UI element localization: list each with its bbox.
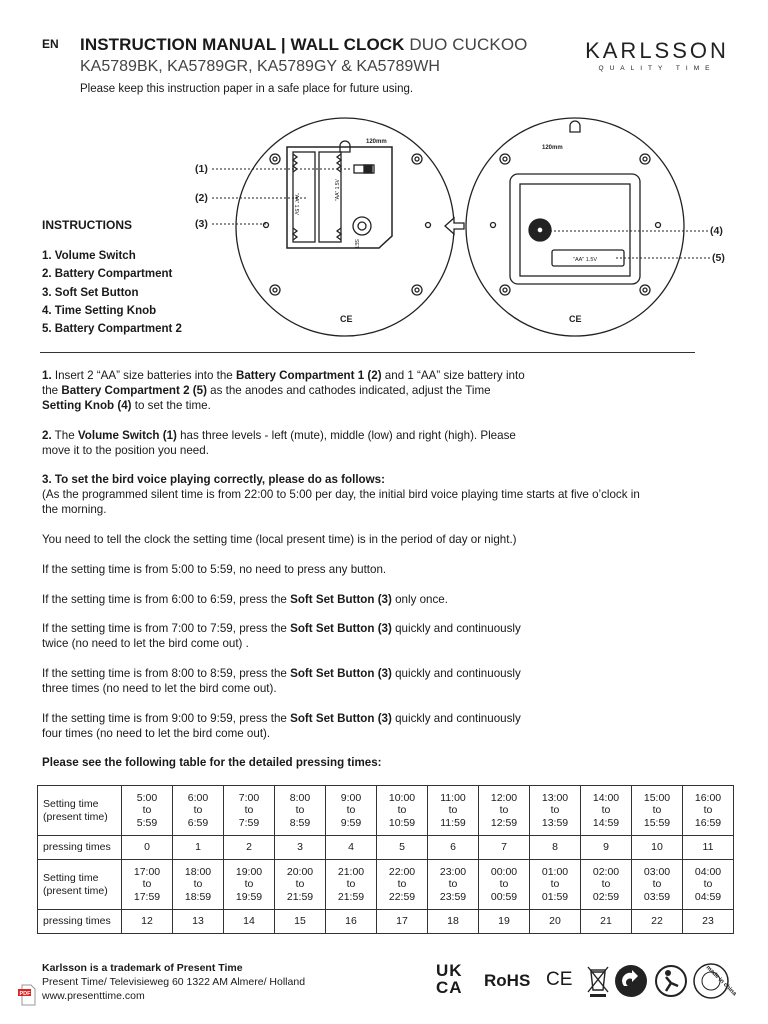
battery-label: "AA" 1.5V bbox=[573, 257, 598, 263]
table-cell: 9 bbox=[581, 836, 632, 860]
size-label-left: 120mm bbox=[366, 139, 387, 145]
table-cell: 11:00 to 11:59 bbox=[428, 786, 479, 836]
table-cell: 21 bbox=[581, 910, 632, 934]
table-cell: 19:00 to 19:59 bbox=[224, 860, 275, 910]
clock-back-diagram bbox=[180, 110, 740, 350]
table-cell: 16 bbox=[326, 910, 377, 934]
table-cell: 23 bbox=[683, 910, 734, 934]
table-cell: 15:00 to 15:59 bbox=[632, 786, 683, 836]
brand-logo bbox=[584, 38, 730, 72]
text: If the setting time is from 6:00 to 6:59, press the bbox=[42, 593, 291, 606]
table-cell: 13:00 to 13:59 bbox=[530, 786, 581, 836]
table-cell: 01:00 to 01:59 bbox=[530, 860, 581, 910]
step-heading: 3. To set the bird voice playing correctly, please do as follows: bbox=[42, 473, 385, 486]
table-cell: 2 bbox=[224, 836, 275, 860]
table-cell: 3 bbox=[275, 836, 326, 860]
row-label: pressing times bbox=[38, 910, 122, 934]
table-cell: 15 bbox=[275, 910, 326, 934]
row-label: Setting time (present time) bbox=[38, 860, 122, 910]
made-in-china-text: made in china bbox=[704, 964, 738, 998]
part-item: 5. Battery Compartment 2 bbox=[42, 323, 182, 336]
row-label: Setting time (present time) bbox=[38, 786, 122, 836]
table-cell: 17:00 to 17:59 bbox=[122, 860, 173, 910]
title-product: DUO CUCKOO bbox=[404, 35, 528, 54]
parts-list bbox=[42, 247, 182, 338]
table-cell: 14 bbox=[224, 910, 275, 934]
table-cell: 23:00 to 23:59 bbox=[428, 860, 479, 910]
table-cell: 20:00 to 21:59 bbox=[275, 860, 326, 910]
text: to set the time. bbox=[131, 399, 211, 412]
text: as the anodes and cathodes indicated, adjust the Time bbox=[206, 384, 491, 397]
section-divider bbox=[40, 352, 695, 353]
text: Volume Switch (1) bbox=[77, 429, 177, 442]
table-cell: 8:00 to 8:59 bbox=[275, 786, 326, 836]
step-3 bbox=[42, 472, 732, 517]
table-cell: 1 bbox=[173, 836, 224, 860]
table-cell: 03:00 to 03:59 bbox=[632, 860, 683, 910]
text: has three levels - left (mute), middle (low) and right (high). Please bbox=[176, 429, 516, 442]
text: move it to the position you need. bbox=[42, 444, 209, 457]
table-row bbox=[38, 786, 734, 836]
address: Present Time/ Televisieweg 60 1322 AM Almere/ Holland bbox=[42, 976, 306, 988]
text: Setting Knob (4) bbox=[42, 399, 132, 412]
table-cell: 04:00 to 04:59 bbox=[683, 860, 734, 910]
step-number: 1. bbox=[42, 369, 52, 382]
pressing-times-table bbox=[37, 785, 734, 934]
table-cell: 10:00 to 10:59 bbox=[377, 786, 428, 836]
screw-icon bbox=[264, 154, 431, 295]
table-cell: 17 bbox=[377, 910, 428, 934]
made-in-china-badge bbox=[692, 962, 738, 1000]
text: If the setting time is from 9:00 to 9:59, press the bbox=[42, 712, 291, 725]
ce-mark-right: CE bbox=[569, 314, 582, 324]
condition-6 bbox=[42, 592, 732, 607]
text: only once. bbox=[391, 593, 448, 606]
condition-8 bbox=[42, 666, 732, 696]
callout-label: (1) bbox=[195, 163, 208, 175]
keep-note: Please keep this instruction paper in a safe place for future using. bbox=[80, 83, 414, 95]
condition-9 bbox=[42, 711, 732, 741]
table-cell: 7 bbox=[479, 836, 530, 860]
set-label: SET bbox=[353, 239, 359, 249]
green-dot-icon bbox=[614, 964, 648, 998]
trademark-note: Karlsson is a trademark of Present Time bbox=[42, 962, 243, 974]
table-cell: 21:00 to 21:59 bbox=[326, 860, 377, 910]
table-cell: 16:00 to 16:59 bbox=[683, 786, 734, 836]
table-cell: 14:00 to 14:59 bbox=[581, 786, 632, 836]
text: quickly and continuously bbox=[391, 667, 521, 680]
text: the bbox=[42, 384, 62, 397]
model-numbers: KA5789BK, KA5789GR, KA5789GY & KA5789WH bbox=[80, 58, 440, 75]
part-item: 4. Time Setting Knob bbox=[42, 304, 157, 317]
table-row bbox=[38, 910, 734, 934]
instructions-heading: INSTRUCTIONS bbox=[42, 218, 132, 232]
table-cell: 5:00 to 5:59 bbox=[122, 786, 173, 836]
table-cell: 22 bbox=[632, 910, 683, 934]
table-note bbox=[42, 755, 732, 770]
pdf-badge: PDF bbox=[19, 991, 31, 997]
right-clock-outline bbox=[466, 118, 684, 336]
table-cell: 5 bbox=[377, 836, 428, 860]
size-label-right: 120mm bbox=[542, 145, 563, 151]
ce-mark: CE bbox=[546, 969, 573, 990]
text: Soft Set Button (3) bbox=[290, 622, 392, 635]
text: The bbox=[51, 429, 78, 442]
table-cell: 20 bbox=[530, 910, 581, 934]
callout-label: (3) bbox=[195, 218, 208, 230]
text: three times (no need to let the bird come out). bbox=[42, 682, 277, 695]
table-cell: 4 bbox=[326, 836, 377, 860]
table-cell: 12 bbox=[122, 910, 173, 934]
table-cell: 22:00 to 22:59 bbox=[377, 860, 428, 910]
table-cell: 8 bbox=[530, 836, 581, 860]
rohs-mark: RoHS bbox=[484, 971, 531, 990]
text: quickly and continuously bbox=[391, 712, 521, 725]
table-cell: 10 bbox=[632, 836, 683, 860]
text: quickly and continuously bbox=[391, 622, 521, 635]
table-cell: 00:00 to 00:59 bbox=[479, 860, 530, 910]
language-code: EN bbox=[42, 37, 59, 51]
table-cell: 11 bbox=[683, 836, 734, 860]
table-cell: 6 bbox=[428, 836, 479, 860]
table-cell: 18:00 to 18:59 bbox=[173, 860, 224, 910]
table-row bbox=[38, 860, 734, 910]
left-clock-outline bbox=[236, 118, 454, 336]
text: Insert 2 “AA” size batteries into the bbox=[51, 369, 236, 382]
page-title bbox=[80, 35, 528, 55]
ukca-mark bbox=[436, 962, 463, 996]
part-item: 1. Volume Switch bbox=[42, 250, 136, 262]
callout-label: (2) bbox=[195, 192, 208, 204]
ukca-line: CA bbox=[436, 978, 463, 997]
step-2 bbox=[42, 428, 732, 458]
battery-label: "AA" 1.5V bbox=[293, 193, 299, 215]
text: Battery Compartment 2 (5) bbox=[61, 384, 207, 397]
text: Soft Set Button (3) bbox=[290, 667, 392, 680]
text: Soft Set Button (3) bbox=[290, 593, 392, 606]
text: If the setting time is from 8:00 to 8:59, press the bbox=[42, 667, 291, 680]
title-main: INSTRUCTION MANUAL | WALL CLOCK bbox=[80, 35, 405, 54]
battery-label: "AA" 1.5V bbox=[335, 179, 341, 201]
text: If the setting time is from 5:00 to 5:59, no need to press any button. bbox=[42, 563, 387, 576]
table-cell: 6:00 to 6:59 bbox=[173, 786, 224, 836]
website-link[interactable]: www.presenttime.com bbox=[42, 990, 145, 1002]
hanging-hole-right bbox=[570, 121, 580, 132]
callout-label: (4) bbox=[710, 225, 723, 237]
brand-tagline: QUALITY TIME bbox=[598, 65, 716, 72]
text: You need to tell the clock the setting time (local present time) is in the period of day or night.) bbox=[42, 533, 517, 546]
table-cell: 13 bbox=[173, 910, 224, 934]
text: (As the programmed silent time is from 22:00 to 5:00 per day, the initial bird voice playing time starts at five o’clock in bbox=[42, 488, 640, 501]
table-cell: 18 bbox=[428, 910, 479, 934]
text: Soft Set Button (3) bbox=[290, 712, 392, 725]
table-row bbox=[38, 836, 734, 860]
text: four times (no need to let the bird come out). bbox=[42, 727, 271, 740]
step-number: 2. bbox=[42, 429, 52, 442]
soft-set-button bbox=[353, 217, 371, 235]
ce-mark-left: CE bbox=[340, 314, 353, 324]
row-label: pressing times bbox=[38, 836, 122, 860]
table-cell: 19 bbox=[479, 910, 530, 934]
step-1 bbox=[42, 368, 732, 413]
condition-7 bbox=[42, 621, 732, 651]
ukca-line: UK bbox=[436, 961, 463, 980]
part-item: 3. Soft Set Button bbox=[42, 286, 139, 299]
text: If the setting time is from 7:00 to 7:59, press the bbox=[42, 622, 291, 635]
table-cell: 0 bbox=[122, 836, 173, 860]
table-cell: 12:00 to 12:59 bbox=[479, 786, 530, 836]
text: twice (no need to let the bird come out) . bbox=[42, 637, 249, 650]
pdf-icon bbox=[18, 983, 38, 1007]
text: the morning. bbox=[42, 503, 107, 516]
table-cell: 02:00 to 02:59 bbox=[581, 860, 632, 910]
tidyman-icon bbox=[654, 964, 688, 998]
table-cell: 9:00 to 9:59 bbox=[326, 786, 377, 836]
arrow-icon bbox=[445, 218, 464, 234]
table-cell: 7:00 to 7:59 bbox=[224, 786, 275, 836]
brand-name: KARLSSON bbox=[585, 38, 729, 63]
callout-label: (5) bbox=[712, 252, 725, 264]
part-item: 2. Battery Compartment bbox=[42, 268, 173, 281]
text: and 1 “AA” size battery into bbox=[381, 369, 525, 382]
text: Please see the following table for the detailed pressing times: bbox=[42, 756, 382, 769]
text: Battery Compartment 1 (2) bbox=[235, 369, 382, 382]
weee-bin-icon bbox=[586, 964, 610, 998]
